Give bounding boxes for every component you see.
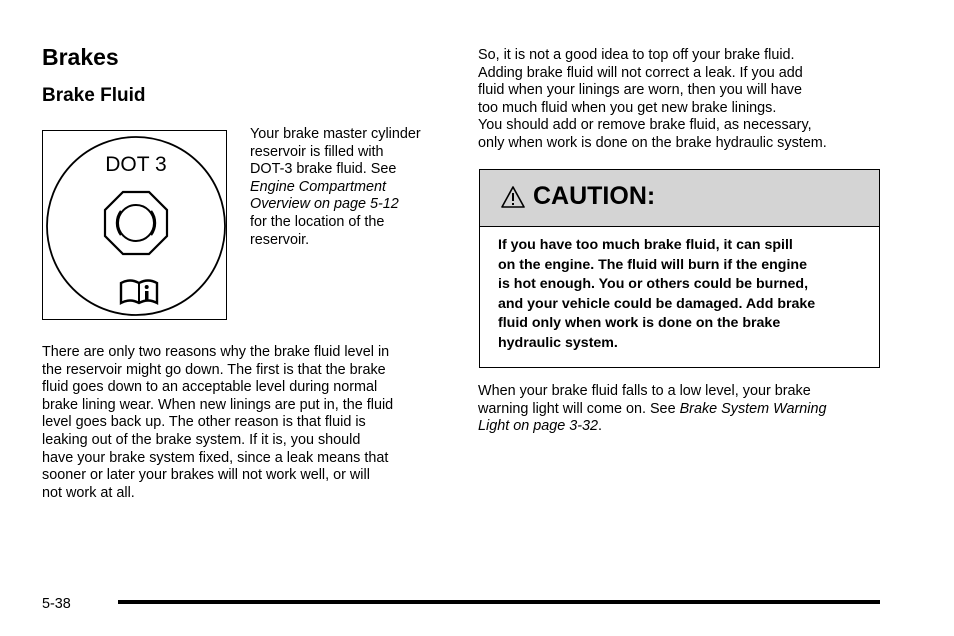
section-subtitle: Brake Fluid (42, 85, 146, 106)
intro-paragraph (250, 126, 450, 249)
warning-light-text: When your brake fluid falls to a low level, your brake warning light will come on. See (478, 383, 811, 417)
intro-text-tail: for the location of the reservoir. (250, 213, 385, 248)
caution-text: If you have too much brake fluid, it can spill on the engine. The fluid will burn if the engine is hot enough. You or others could be burned, and your vehicle could be damaged. Add brake fluid only when work is done on the brake hydraulic system. (498, 237, 816, 351)
reasons-paragraph: There are only two reasons why the brake fluid level in the reservoir might go down. The first is that the brake fluid goes down to an acceptable level during normal brake lining wear. When new linings are put in, the fluid level goes back up. The other reason is that fluid is leaking out of the brake system. If it is, you should have your brake system fixed, since a leak means that sooner or later your brakes will not work well, or will not work at all. (42, 344, 394, 501)
brake-fluid-cap-figure (42, 130, 227, 320)
dot3-label: DOT 3 (105, 153, 167, 176)
intro-text: Your brake master cylinder reservoir is filled with DOT-3 brake fluid. See (250, 126, 421, 178)
brake-system-warning-link[interactable]: Brake System Warning Light on page 3-32 (478, 400, 827, 435)
warning-light-paragraph (478, 383, 878, 436)
caution-box (479, 169, 880, 368)
topoff-paragraph: So, it is not a good idea to top off your brake fluid. Adding brake fluid will not correct a leak. If you add fluid when your linings are worn, then you will have too much fluid when you get new brake linings. You should add or remove brake fluid, as necessary, only when work is done on the brake hydraulic system. (478, 47, 827, 151)
engine-compartment-link[interactable]: Engine Compartment Overview on page 5-12 (250, 178, 399, 213)
footer-rule (118, 600, 880, 604)
warning-light-tail: . (598, 418, 603, 435)
warning-triangle-icon (500, 185, 526, 209)
owners-manual-icon (121, 281, 157, 304)
section-title: Brakes (42, 44, 119, 70)
caution-header (480, 170, 879, 227)
page-number: 5-38 (42, 596, 71, 612)
caution-title: CAUTION: (533, 182, 656, 210)
warning-octagon-icon (105, 192, 167, 254)
